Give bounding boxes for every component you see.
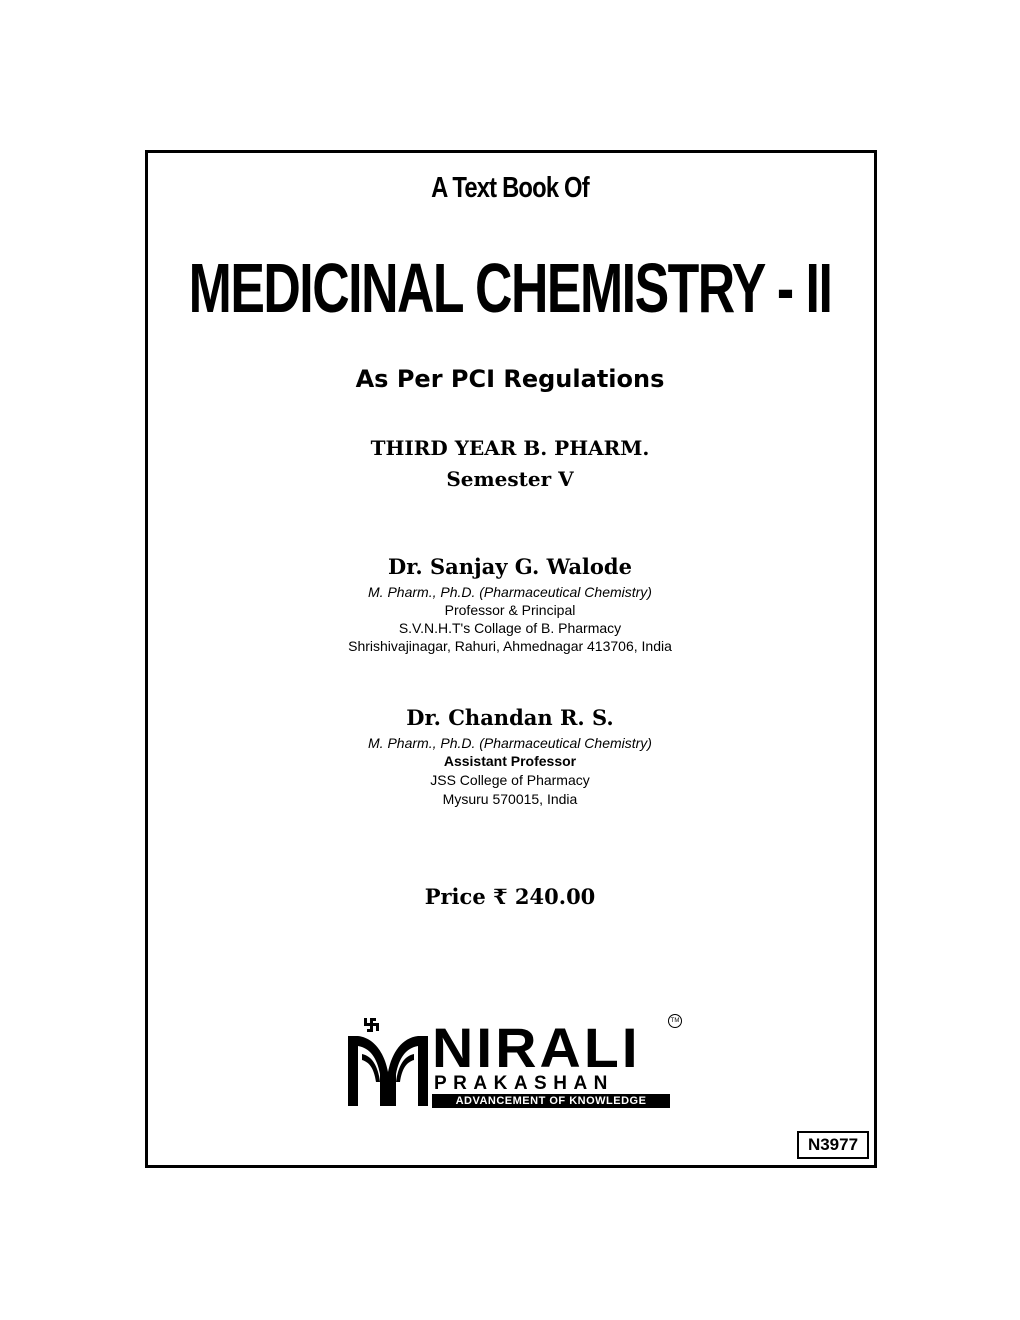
- publisher-subname: PRAKASHAN: [434, 1073, 614, 1094]
- author-2-qualification: M. Pharm., Ph.D. (Pharmaceutical Chemistry): [368, 735, 652, 751]
- publisher-name: NIRALI: [432, 1016, 641, 1079]
- regulations-line: As Per PCI Regulations: [355, 365, 665, 393]
- author-2-institution: JSS College of Pharmacy: [430, 772, 590, 788]
- book-title: MEDICINAL CHEMISTRY - II: [188, 249, 832, 327]
- publisher-tagline: ADVANCEMENT OF KNOWLEDGE: [432, 1094, 670, 1108]
- author-2-position: Assistant Professor: [443, 753, 577, 769]
- author-2-name: Dr. Chandan R. S.: [406, 705, 614, 730]
- book-code-badge: N3977: [797, 1131, 869, 1159]
- publisher-logo: [344, 1012, 684, 1112]
- author-1-name: Dr. Sanjay G. Walode: [388, 554, 632, 579]
- trademark-mark: TM: [668, 1014, 682, 1028]
- author-2-address: Mysuru 570015, India: [442, 791, 578, 807]
- author-1-address: Shrishivajinagar, Rahuri, Ahmednagar 413706, India: [348, 638, 672, 654]
- year-line: THIRD YEAR B. PHARM.: [370, 436, 650, 460]
- semester-line: Semester V: [446, 467, 574, 491]
- book-pretitle: A Text Book Of: [431, 172, 589, 204]
- author-1-institution: S.V.N.H.T's Collage of B. Pharmacy: [398, 620, 622, 636]
- price-label: Price ₹ 240.00: [424, 884, 596, 909]
- author-1-position: Professor & Principal: [444, 602, 576, 618]
- author-1-qualification: M. Pharm., Ph.D. (Pharmaceutical Chemistry): [368, 584, 652, 600]
